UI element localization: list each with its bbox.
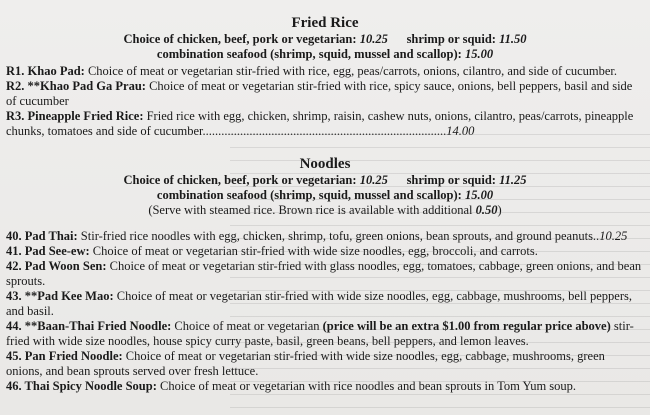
noodles-pricing-line-1: [6, 173, 644, 188]
item-desc: Choice of meat or vegetarian stir-fried with rice, spicy sauce, onions, bell peppers, basil and side of cucumber: [6, 79, 633, 108]
noodles-items: [6, 229, 644, 394]
menu-item: [6, 109, 644, 139]
shrimp-label: shrimp or squid:: [406, 173, 496, 187]
item-desc: Choice of meat or vegetarian stir-fried with wide size noodles, egg, cabbage, mushrooms, bell peppers, and basil.: [6, 289, 632, 318]
item-name: 44. **Baan-Thai Fried Noodle:: [6, 319, 172, 333]
item-name: R1. Khao Pad:: [6, 64, 85, 78]
fried-rice-pricing-line-1: [6, 32, 644, 47]
combo-label: combination seafood (shrimp, squid, mussel and scallop):: [156, 47, 462, 61]
combo-price: 15.00: [464, 47, 494, 61]
item-name: 46. Thai Spicy Noodle Soup:: [6, 379, 157, 393]
item-price: 14.00: [446, 124, 475, 138]
item-desc: Choice of meat or vegetarian stir-fried with wide size noodles, egg, broccoli, and carrots.: [92, 244, 538, 258]
menu-item: [6, 229, 644, 244]
item-name: R3. Pineapple Fried Rice:: [6, 109, 144, 123]
menu-item: [6, 349, 644, 379]
choice-price: 10.25: [359, 32, 388, 46]
note-text: (Serve with steamed rice. Brown rice is available with additional: [148, 203, 473, 217]
item-name: 41. Pad See-ew:: [6, 244, 90, 258]
menu-item: [6, 319, 644, 349]
item-desc: Choice of meat or vegetarian stir-fried with glass noodles, egg, tomatoes, cabbage, green onions, and bean sprouts.: [6, 259, 642, 288]
note-price: 0.50: [475, 203, 498, 217]
brown-rice-note: [6, 203, 644, 218]
shrimp-label: shrimp or squid:: [406, 32, 496, 46]
menu-item: [6, 64, 644, 79]
item-desc: Choice of meat or vegetarian: [174, 319, 320, 333]
choice-price: 10.25: [359, 173, 388, 187]
shrimp-price: 11.25: [499, 173, 527, 187]
noodles-title: Noodles: [299, 156, 351, 172]
item-name: R2. **Khao Pad Ga Prau:: [6, 79, 146, 93]
fried-rice-items: [6, 64, 644, 139]
item-price: 10.25: [599, 229, 628, 243]
fried-rice-section: [6, 14, 644, 139]
item-name: 40. Pad Thai:: [6, 229, 78, 243]
menu-item: [6, 244, 644, 259]
item-name: 42. Pad Woon Sen:: [6, 259, 107, 273]
combo-label: combination seafood (shrimp, squid, mussel and scallop):: [156, 188, 462, 202]
note-close: ): [497, 203, 502, 217]
choice-label: Choice of chicken, beef, pork or vegetarian:: [123, 32, 357, 46]
item-desc-continued: stir-fried with wide size noodles, house spicy curry paste, basil, green beans, bell peppers, and lemon leaves.: [6, 319, 634, 348]
shrimp-price: 11.50: [499, 32, 527, 46]
item-price-note: (price will be an extra $1.00 from regular price above): [322, 319, 611, 333]
menu-item: [6, 259, 644, 289]
item-desc: Fried rice with egg, chicken, shrimp, raisin, cashew nuts, onions, cilantro, peas/carrots, pineapple chunks, tomatoes and side of cucumber: [6, 109, 634, 138]
combo-price: 15.00: [464, 188, 494, 202]
item-desc: Choice of meat or vegetarian stir-fried with rice, egg, peas/carrots, onions, cilantro, and side of cucumber.: [87, 64, 618, 78]
item-desc: Stir-fried rice noodles with egg, chicken, shrimp, tofu, green onions, bean sprouts, and ground peanuts..: [80, 229, 600, 243]
dot-leader: ..............................................................................: [202, 124, 447, 138]
menu-item: [6, 289, 644, 319]
noodles-pricing-line-2: [6, 188, 644, 203]
menu-item: [6, 379, 644, 394]
menu-item: [6, 79, 644, 109]
fried-rice-pricing-line-2: [6, 47, 644, 62]
fried-rice-title: Fried Rice: [291, 15, 359, 31]
item-name: 45. Pan Fried Noodle:: [6, 349, 123, 363]
item-name: 43. **Pad Kee Mao:: [6, 289, 114, 303]
item-desc: Choice of meat or vegetarian with rice noodles and bean sprouts in Tom Yum soup.: [159, 379, 577, 393]
choice-label: Choice of chicken, beef, pork or vegetarian:: [123, 173, 357, 187]
noodles-section: [6, 155, 644, 394]
item-desc: Choice of meat or vegetarian stir-fried with wide size noodles, egg, cabbage, mushrooms, green onions, and bean sprouts served over fresh lettuce.: [6, 349, 605, 378]
